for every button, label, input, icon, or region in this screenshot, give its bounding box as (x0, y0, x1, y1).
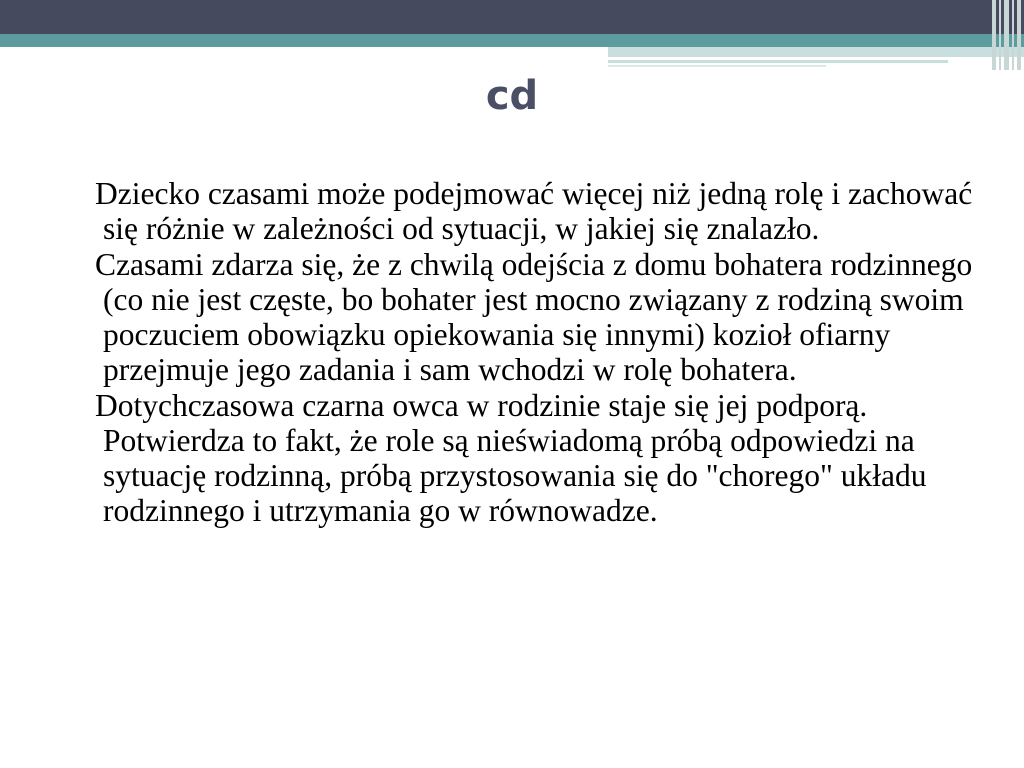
header-band-dark (0, 0, 1024, 34)
header-line (608, 60, 948, 63)
header-line-secondary (608, 65, 826, 67)
header-band-teal (0, 34, 1024, 47)
slide-title: cd (485, 73, 539, 119)
paragraph-1: Dziecko czasami może podejmować więcej niż jedną rolę i zachować się różnie w zależności od sytuacji, w jakiej się znalazło. (95, 176, 973, 246)
slide-body (95, 176, 983, 529)
header-vertical-stripes (988, 0, 1024, 70)
header-band-light (608, 47, 1024, 57)
paragraph-2: Czasami zdarza się, że z chwilą odejścia z domu bohatera rodzinnego (co nie jest częste, bo bohater jest mocno związany z rodziną swoim poczuciem obowiązku opiekowania się innymi) kozioł ofiarny przejmuje jego zadania i sam wchodzi w rolę bohatera. (95, 247, 973, 387)
paragraph-3: Dotychczasowa czarna owca w rodzinie staje się jej podporą. Potwierdza to fakt, że role są nieświadomą próbą odpowiedzi na sytuację rodzinną, próbą przystosowania się do "chorego" układu rodzinnego i utrzymania go w równowadze. (95, 388, 927, 528)
